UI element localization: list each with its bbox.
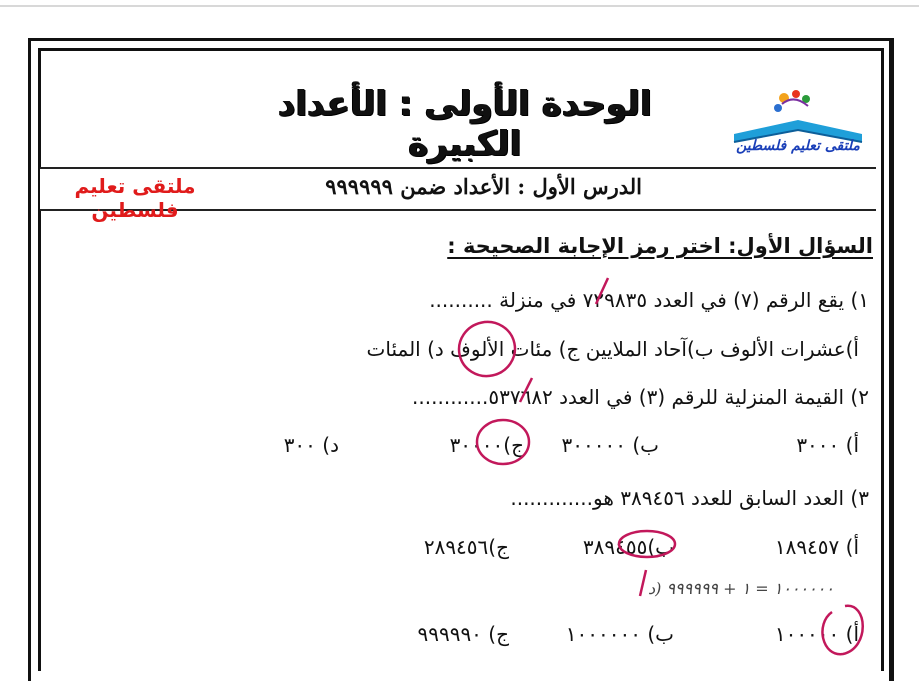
q2-option-a: أ) ٣٠٠٠ xyxy=(796,433,859,457)
q3-option-a: أ) ١٨٩٤٥٧ xyxy=(774,535,859,559)
q4-option-b: ب) ١٠٠٠٠٠٠ xyxy=(565,622,674,646)
lesson-title: الدرس الأول : الأعداد ضمن ٩٩٩٩٩٩ xyxy=(325,174,642,199)
q3-option-c: ج)٢٨٩٤٥٦ xyxy=(423,535,509,559)
q3-stem: ٣) العدد السابق للعدد ٣٨٩٤٥٦ هو............. xyxy=(510,486,869,510)
brand-label: ملتقى تعليم فلسطين xyxy=(74,174,196,222)
q2-stem: ٢) القيمة المنزلية للرقم (٣) في العدد ٥٣٧٦٨٢............ xyxy=(412,385,869,409)
scan-edge xyxy=(0,5,919,7)
q2-option-c: ج)٣٠٠٠٠ xyxy=(449,433,524,457)
q4-option-a: أ) ١٠٠٠٠٠ xyxy=(774,622,859,646)
logo-caption: ملتقى تعليم فلسطين xyxy=(736,138,860,154)
question-heading: السؤال الأول: اختر رمز الإجابة الصحيحة : xyxy=(447,234,873,258)
q1-stem: ١) يقع الرقم (٧) في العدد ٧٢٩٨٣٥ في منزلة .......... xyxy=(429,288,869,312)
q2-option-d: د) ٣٠٠ xyxy=(283,433,339,457)
q4-option-c: ج) ٩٩٩٩٩٠ xyxy=(417,622,509,646)
q1-options: أ)عشرات الألوف ب)آحاد الملايين ج) مئات الألوف د) المئات xyxy=(366,337,859,361)
q3-option-b: ب)٣٨٩٤٥٥ xyxy=(582,535,674,559)
unit-title: الوحدة الأولى : الأعداد الكبيرة xyxy=(278,84,652,164)
q2-option-b: ب) ٣٠٠٠٠٠ xyxy=(561,433,659,457)
handwritten-note: ١٠٠٠٠٠٠ = ١ + ٩٩٩٩٩٩ (د xyxy=(648,579,834,598)
